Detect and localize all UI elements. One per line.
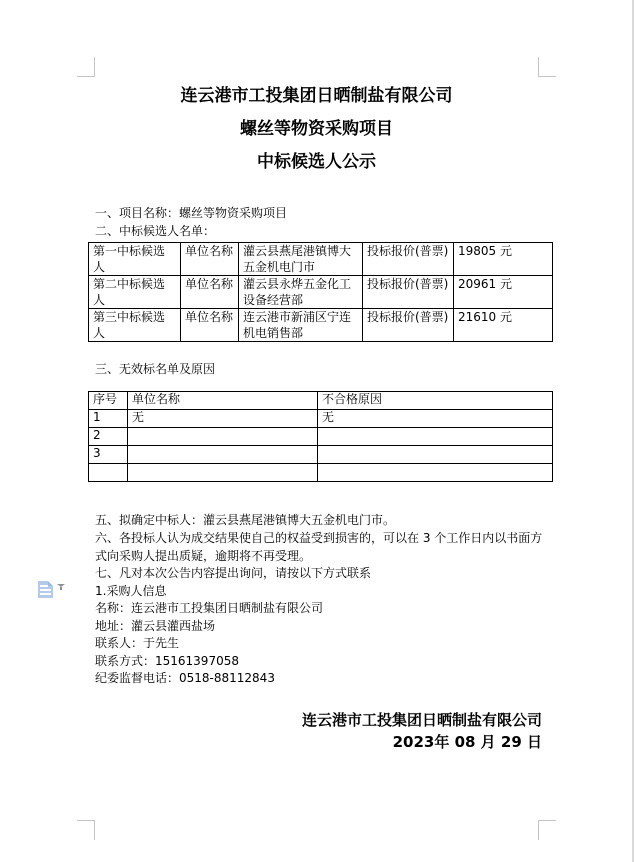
crop-mark-top-right-v [538,57,539,77]
crop-mark-bottom-right-v [538,820,539,840]
cell-price-label: 投标报价(普票) [363,309,454,342]
signature-date: 2023年 08 月 29 日 [392,732,542,751]
doc-title-project: 螺丝等物资采购项目 [240,119,393,139]
cell-no: 3 [89,446,128,464]
cell-reason [318,446,553,464]
candidate-row [89,243,553,276]
purchaser-contact-line: 联系人：于先生 [95,636,180,650]
note-line [40,585,48,587]
cell-price-label: 投标报价(普票) [363,276,454,309]
cell-unit [128,446,318,464]
note-line [40,593,51,595]
cell-rank: 第一中标候选人 [89,243,181,276]
supervision-phone-line: 纪委监督电话：0518-88112843 [95,671,275,685]
invalid-bids-table [88,391,553,482]
cell-no: 2 [89,428,128,446]
crop-mark-top-right-h [538,76,556,77]
cell-unit-label: 单位名称 [181,276,239,309]
page-fold-corner [48,581,53,586]
purchaser-name-line: 名称：连云港市工投集团日晒制盐有限公司 [95,601,324,615]
purchaser-address-line: 地址：灌云县灌西盐场 [95,618,216,633]
header-no: 序号 [89,392,128,410]
section-5-selected-winner: 五、拟确定中标人：灌云县燕尾港镇博大五金机电门市。 [95,513,396,527]
cell-reason [318,428,553,446]
section-6-objection-notice: 六、各投标人认为成交结果使自己的权益受到损害的，可以在 3 个工作日内以书面方式向采购人提出质疑，逾期将不再受理。 [95,531,543,563]
cell-reason [318,464,553,482]
candidate-row [89,276,553,309]
section-2-candidate-list: 二、中标候选人名单： [95,224,216,238]
cell-unit [128,464,318,482]
cell-price: 19805 元 [454,243,553,276]
cell-rank: 第三中标候选人 [89,309,181,342]
invalid-table-row [89,428,553,446]
crop-mark-bottom-left-h [77,820,95,821]
invalid-table-row [89,464,553,482]
header-reason: 不合格原因 [318,392,553,410]
cell-no [89,464,128,482]
funnel-marker-stem [60,587,62,590]
purchaser-phone-line: 联系方式：15161397058 [95,653,239,668]
crop-mark-top-left-v [94,57,95,77]
cell-no: 1 [89,410,128,428]
doc-title-company: 连云港市工投集团日晒制盐有限公司 [180,86,453,106]
invalid-table-header-row [89,392,553,410]
candidates-table [88,242,553,342]
crop-mark-bottom-left-v [94,820,95,840]
cell-unit-name: 灌云县永烨五金化工设备经营部 [239,276,363,309]
signature-company: 连云港市工投集团日晒制盐有限公司 [301,711,542,729]
cell-price: 20961 元 [454,276,553,309]
cell-unit-name: 连云港市新浦区宁连机电销售部 [239,309,363,342]
invalid-table-row [89,410,553,428]
header-unit: 单位名称 [128,392,318,410]
note-line [40,589,51,591]
crop-mark-bottom-right-h [538,820,556,821]
section-7-contact-intro: 七、凡对本次公告内容提出询问，请按以下方式联系 [95,566,372,580]
section-3-invalid-bids: 三、无效标名单及原因 [95,362,216,376]
cell-reason: 无 [318,410,553,428]
invalid-table-row [89,446,553,464]
doc-title-announcement: 中标候选人公示 [257,152,376,172]
contact-info-block [95,565,545,688]
cell-price-label: 投标报价(普票) [363,243,454,276]
cell-unit [128,428,318,446]
window-right-edge [632,0,634,862]
candidate-row [89,309,553,342]
crop-mark-top-left-h [77,76,95,77]
cell-price: 21610 元 [454,309,553,342]
cell-unit-label: 单位名称 [181,243,239,276]
cell-unit: 无 [128,410,318,428]
signature-block [95,710,542,753]
section-1-project-name: 一、项目名称：螺丝等物资采购项目 [95,206,288,220]
document-note-icon[interactable] [38,581,53,598]
cell-unit-label: 单位名称 [181,309,239,342]
cell-rank: 第二中标候选人 [89,276,181,309]
purchaser-info-heading: 1.采购人信息 [95,583,167,598]
cell-unit-name: 灌云县燕尾港镇博大五金机电门市 [239,243,363,276]
